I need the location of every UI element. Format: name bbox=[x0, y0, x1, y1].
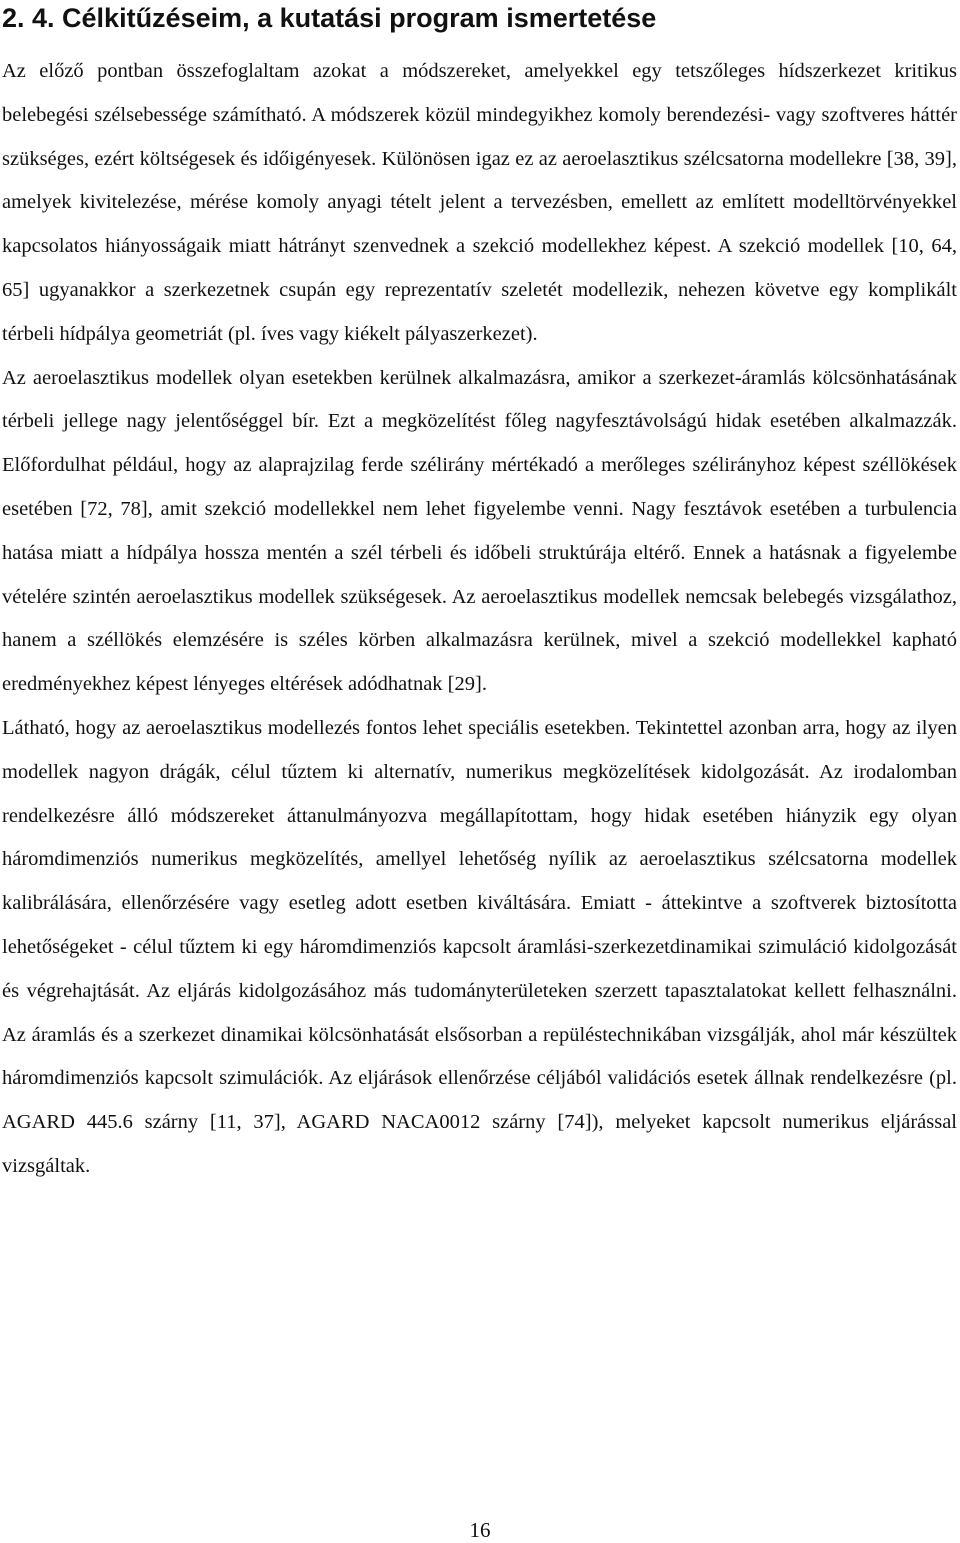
paragraph-2: Az aeroelasztikus modellek olyan esetekben kerülnek alkalmazásra, amikor a szerkezet-áramlás kölcsönhatásának térbeli jellege nagy jelentőséggel bír. Ezt a megközelítést főleg nagyfesztávolságú hidak esetében alkalmazzák. Előfordulhat például, hogy az alaprajzilag ferde szélirány mértékadó a merőleges szélirányhoz képest széllökések esetében [72, 78], amit szekció modellekkel nem lehet figyelembe venni. Nagy fesztávok esetében a turbulencia hatása miatt a hídpálya hossza mentén a szél térbeli és időbeli struktúrája eltérő. Ennek a hatásnak a figyelembe vételére szintén aeroelasztikus modellek szükségesek. Az aeroelasztikus modellek nemcsak belebegés vizsgálathoz, hanem a széllökés elemzésére is széles körben alkalmazásra kerülnek, mivel a szekció modellekkel kapható eredményekhez képest lényeges eltérések adódhatnak [29]. bbox=[2, 366, 957, 696]
section-heading: 2. 4. Célkitűzéseim, a kutatási program ismertetése bbox=[2, 3, 657, 33]
paragraph-1: Az előző pontban összefoglaltam azokat a módszereket, amelyekkel egy tetszőleges hídszerkezet kritikus belebegési szélsebessége számítható. A módszerek közül mindegyikhez komoly berendezési- vagy szoftveres háttér szükséges, ezért költségesek és időigényesek. Különösen igaz ez az aeroelasztikus szélcsatorna modellekre [38, 39], amelyek kivitelezése, mérése komoly anyagi tételt jelent a tervezésben, emellett az említett modelltörvényekkel kapcsolatos hiányosságaik miatt hátrányt szenvednek a szekció modellekhez képest. A szekció modellek [10, 64, 65] ugyanakkor a szerkezetnek csupán egy reprezentatív szeletét modellezik, nehezen követve egy komplikált térbeli hídpálya geometriát (pl. íves vagy kiékelt pályaszerkezet). bbox=[2, 60, 957, 345]
body-text bbox=[2, 50, 957, 1189]
page-number: 16 bbox=[469, 1518, 491, 1542]
paragraph-3: Látható, hogy az aeroelasztikus modellezés fontos lehet speciális esetekben. Tekintettel azonban arra, hogy az ilyen modellek nagyon drágák, célul tűztem ki alternatív, numerikus megközelítések kidolgozását. Az irodalomban rendelkezésre álló módszereket áttanulmányozva megállapítottam, hogy hidak esetében hiányzik egy olyan háromdimenziós numerikus megközelítés, amellyel lehetőség nyílik az aeroelasztikus szélcsatorna modellek kalibrálására, ellenőrzésére vagy esetleg adott esetben kiváltására. Emiatt - áttekintve a szoftverek biztosította lehetőségeket - célul tűztem ki egy háromdimenziós kapcsolt áramlási-szerkezetdinamikai szimuláció kidolgozását és végrehajtását. Az eljárás kidolgozásához más tudományterületeken szerzett tapasztalatokat kellett felhasználni. Az áramlás és a szerkezet dinamikai kölcsönhatását elsősorban a repüléstechnikában vizsgálják, ahol már készültek háromdimenziós kapcsolt szimulációk. Az eljárások ellenőrzése céljából validációs esetek állnak rendelkezésre (pl. AGARD 445.6 szárny [11, 37], AGARD NACA0012 szárny [74]), melyeket kapcsolt numerikus eljárással vizsgáltak. bbox=[2, 716, 957, 1177]
